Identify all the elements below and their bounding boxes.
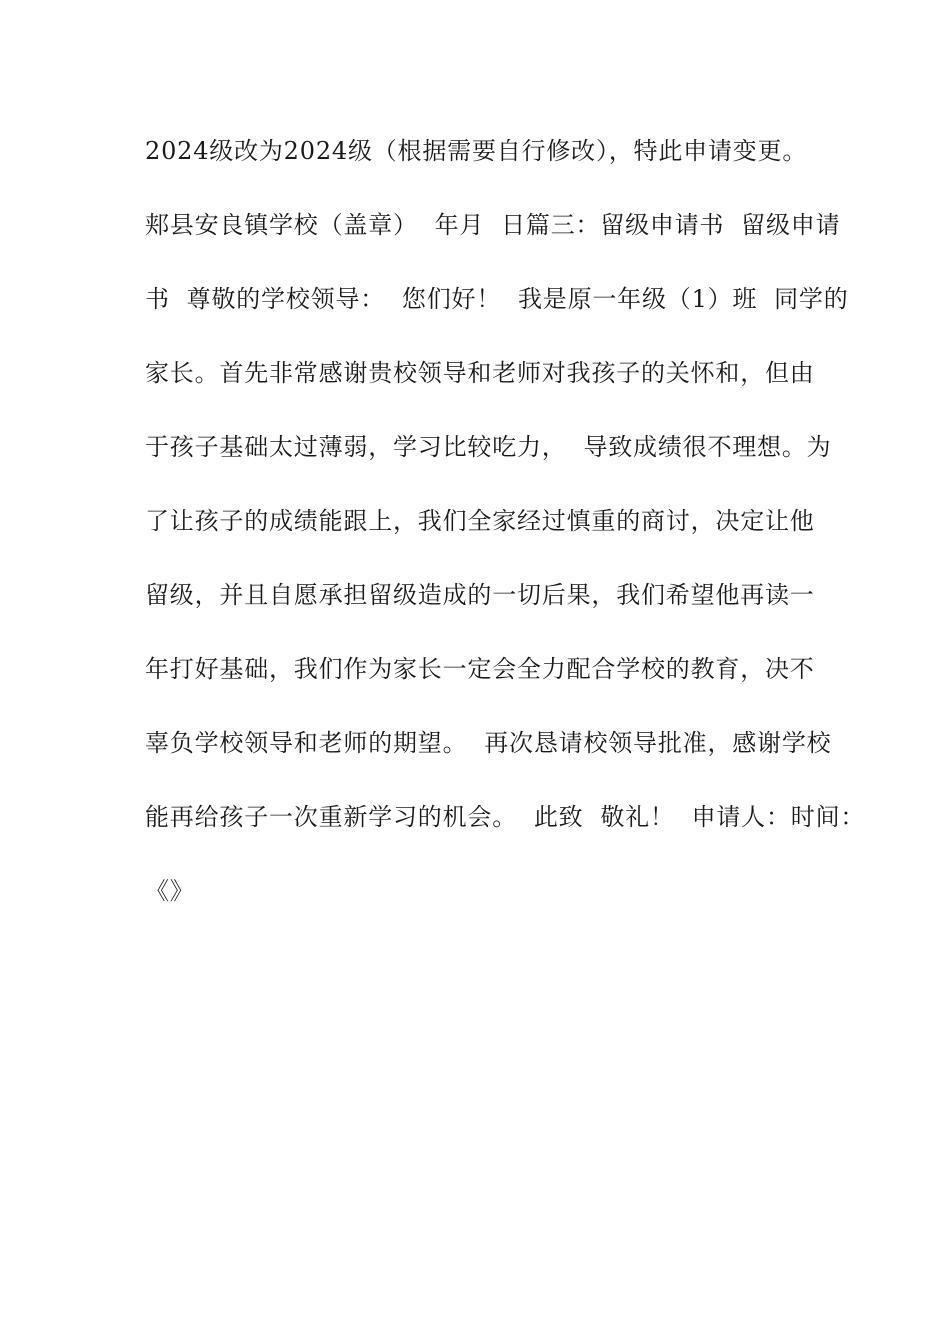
text-line-11: 《》 (145, 877, 195, 905)
text-line-2: 郏县安良镇学校（盖章） 年月 日篇三：留级申请书 留级申请 (145, 211, 841, 239)
text-line-5: 于孩子基础太过薄弱，学习比较吃力， 导致成绩很不理想。为 (145, 433, 832, 461)
document-body (145, 128, 866, 942)
text-line-9: 辜负学校领导和老师的期望。 再次恳请校领导批准，感谢学校 (145, 729, 832, 757)
text-line-6: 了让孩子的成绩能跟上，我们全家经过慎重的商讨，决定让他 (145, 507, 815, 535)
text-line-7: 留级，并且自愿承担留级造成的一切后果，我们希望他再读一 (145, 581, 815, 609)
text-line-4: 家长。首先非常感谢贵校领导和老师对我孩子的关怀和，但由 (145, 359, 815, 387)
text-line-3: 书 尊敬的学校领导： 您们好！ 我是原一年级（1）班 同学的 (145, 285, 849, 313)
text-line-1: 2024级改为2024级（根据需要自行修改），特此申请变更。 (145, 137, 808, 165)
text-line-10: 能再给孩子一次重新学习的机会。 此致 敬礼！ 申请人：时间： (145, 803, 866, 831)
text-line-8: 年打好基础，我们作为家长一定会全力配合学校的教育，决不 (145, 655, 815, 683)
